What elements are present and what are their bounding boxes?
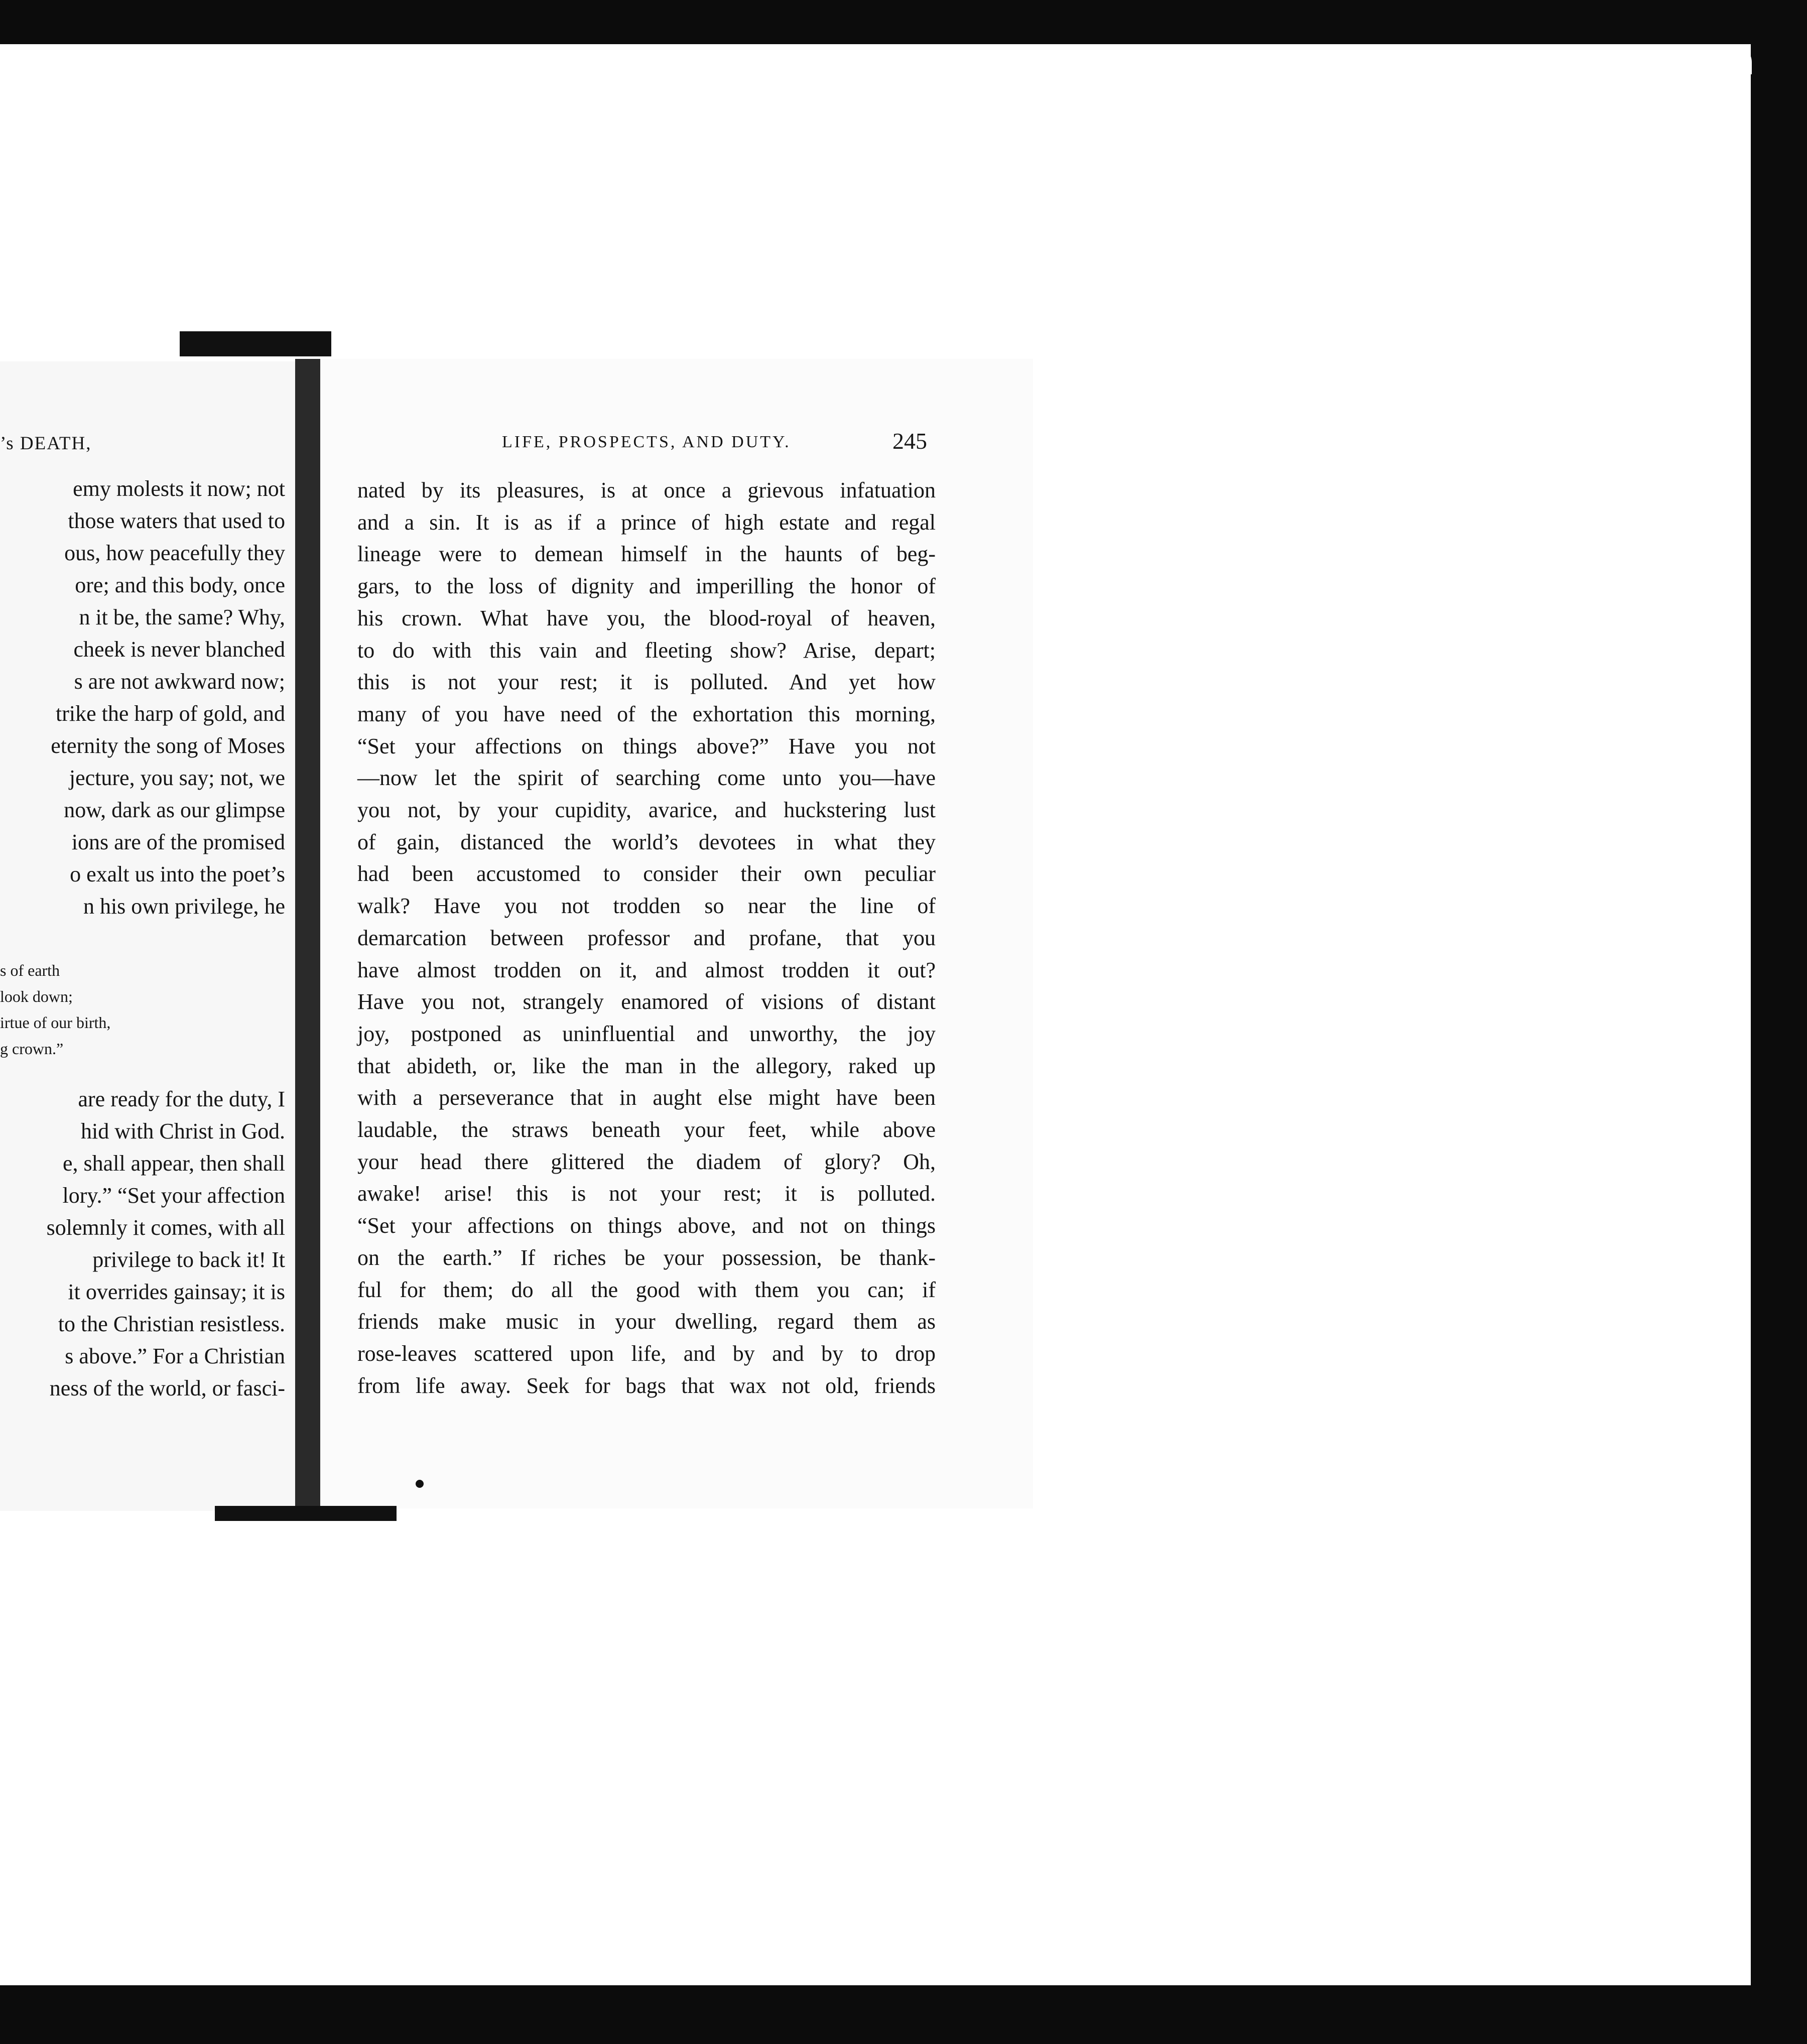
verse-line: look down;	[0, 987, 73, 1005]
left-text-line: privilege to back it! It	[92, 1247, 285, 1272]
body-text-line: lineage were to demean himself in the haunts of beg-	[357, 542, 936, 567]
left-text-line: to the Christian resistless.	[58, 1312, 285, 1336]
scanner-frame-bottom	[0, 1985, 1807, 2044]
left-text-line: emy molests it now; not	[73, 476, 285, 501]
left-text-line: jecture, you say; not, we	[69, 765, 285, 790]
body-text-line: friends make music in your dwelling, regard them as	[357, 1309, 936, 1334]
body-text-line: have almost trodden on it, and almost trodden it out?	[357, 957, 936, 982]
body-text-line: awake! arise! this is not your rest; it is polluted.	[357, 1181, 936, 1206]
body-text-line: that abideth, or, like the man in the allegory, raked up	[357, 1053, 936, 1078]
body-text-line: to do with this vain and fleeting show? Arise, depart;	[357, 637, 936, 663]
left-text-line: ore; and this body, once	[75, 573, 285, 597]
body-text-line: you not, by your cupidity, avarice, and huckstering lust	[357, 798, 936, 822]
body-text-line: ful for them; do all the good with them you can; if	[357, 1277, 936, 1302]
page-corner	[1732, 44, 1752, 74]
book-clamp-top	[180, 331, 331, 356]
body-text-line: many of you have need of the exhortation this morning,	[357, 701, 936, 726]
body-text-line: your head there glittered the diadem of glory? Oh,	[357, 1149, 936, 1174]
book-clamp-bar	[295, 359, 320, 1511]
book-clamp-bottom	[215, 1506, 397, 1521]
left-text-line: s above.” For a Christian	[65, 1344, 285, 1368]
left-text-line: o exalt us into the poet’s	[70, 862, 285, 886]
running-head: LIFE, PROSPECTS, AND DUTY.	[502, 433, 791, 451]
body-text-line: —now let the spirit of searching come unto you—have	[357, 765, 936, 791]
body-text-line: Have you not, strangely enamored of visions of distant	[357, 989, 936, 1014]
left-text-line: ous, how peacefully they	[64, 541, 285, 565]
verse-line: g crown.”	[0, 1040, 64, 1058]
left-text-line: those waters that used to	[68, 508, 285, 533]
left-page	[0, 361, 301, 1511]
left-text-line: ions are of the promised	[71, 830, 285, 854]
verse-line: irtue of our birth,	[0, 1013, 111, 1032]
body-text-line: nated by its pleasures, is at once a grievous infatuation	[357, 478, 936, 502]
body-text-line: this is not your rest; it is polluted. And yet how	[357, 670, 936, 695]
left-text-line: ness of the world, or fasci-	[49, 1376, 285, 1400]
body-text-line: from life away. Seek for bags that wax not old, friends	[357, 1373, 936, 1398]
page-number: 245	[892, 428, 927, 454]
body-text-line: on the earth.” If riches be your possession, be thank-	[357, 1245, 936, 1270]
body-text-line: and a sin. It is as if a prince of high estate and regal	[357, 509, 936, 535]
left-text-line: s are not awkward now;	[74, 669, 285, 694]
left-text-line: it overrides gainsay; it is	[68, 1280, 285, 1304]
body-text-line: “Set your affections on things above?” Have you not	[357, 733, 936, 758]
ink-speck	[416, 1480, 424, 1488]
body-text-line: walk? Have you not trodden so near the line of	[357, 893, 936, 919]
left-text-line: now, dark as our glimpse	[64, 798, 285, 822]
body-text-line: “Set your affections on things above, and not on things	[357, 1213, 936, 1238]
left-text-line: are ready for the duty, I	[78, 1087, 285, 1111]
left-text-line: n his own privilege, he	[83, 894, 285, 919]
body-text-line: of gain, distanced the world’s devotees in what they	[357, 829, 936, 854]
verse-line: s of earth	[0, 961, 60, 979]
left-text-line: e, shall appear, then shall	[63, 1151, 285, 1176]
body-text-line: demarcation between professor and profane, that you	[357, 925, 936, 950]
left-text-line: eternity the song of Moses	[51, 733, 285, 758]
body-text-line: rose-leaves scattered upon life, and by and by to drop	[357, 1341, 936, 1366]
body-text-line: with a perseverance that in aught else might have been	[357, 1085, 936, 1110]
left-running-head: ’s DEATH,	[0, 433, 92, 454]
body-text-line: joy, postponed as uninfluential and unworthy, the joy	[357, 1021, 936, 1046]
body-text-line: his crown. What have you, the blood-royal of heaven,	[357, 605, 936, 630]
body-text-line: gars, to the loss of dignity and imperilling the honor of	[357, 574, 936, 599]
body-text-line: had been accustomed to consider their own peculiar	[357, 861, 936, 886]
left-text-line: trike the harp of gold, and	[56, 701, 285, 726]
left-text-line: cheek is never blanched	[73, 637, 285, 662]
scanner-frame-top	[0, 0, 1807, 44]
left-text-line: lory.” “Set your affection	[62, 1183, 285, 1208]
body-text-line: laudable, the straws beneath your feet, while above	[357, 1117, 936, 1142]
left-text-line: hid with Christ in God.	[80, 1119, 285, 1143]
left-text-line: n it be, the same? Why,	[79, 605, 285, 629]
left-text-line: solemnly it comes, with all	[46, 1215, 285, 1240]
scanner-frame-right	[1751, 0, 1807, 2044]
